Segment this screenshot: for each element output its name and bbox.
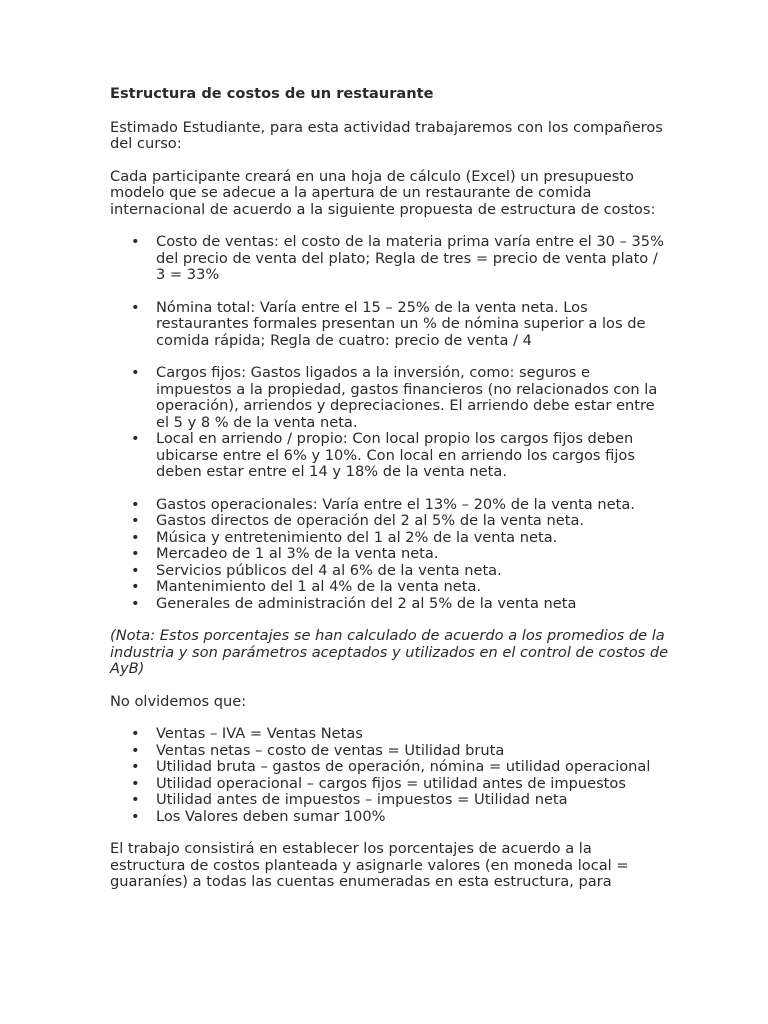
list-item bbox=[110, 563, 670, 580]
intro-paragraph: Estimado Estudiante, para esta actividad trabajaremos con los compañeros del curso: bbox=[110, 118, 663, 152]
list-item bbox=[110, 365, 670, 431]
bullet-icon: • bbox=[131, 528, 140, 546]
list-item-text: Mercadeo de 1 al 3% de la venta neta. bbox=[156, 545, 439, 562]
bullet-icon: • bbox=[131, 233, 140, 250]
cost-list-sales bbox=[110, 234, 670, 284]
bullet-icon: • bbox=[131, 791, 140, 808]
list-item-text: Mantenimiento del 1 al 4% de la venta neta. bbox=[156, 578, 482, 595]
bullet-icon: • bbox=[131, 807, 140, 825]
list-item-text: Costo de ventas: el costo de la materia prima varía entre el 30 – 35% del precio de venta del plato; Regla de tres = precio de venta plato / 3 = 33% bbox=[156, 233, 664, 283]
list-item-text: Utilidad bruta – gastos de operación, nómina = utilidad operacional bbox=[156, 758, 651, 775]
list-item-text: Cargos fijos: Gastos ligados a la inversión, como: seguros e impuestos a la propiedad, gastos financieros (no relacionados con la operación), arriendos y depreciaciones. El arriendo debe estar entre el 5 y 8 % de la venta neta. bbox=[156, 364, 658, 431]
list-item-text: Generales de administración del 2 al 5% de la venta neta bbox=[156, 594, 577, 612]
cost-list-operational bbox=[110, 497, 670, 613]
bullet-icon: • bbox=[131, 561, 140, 579]
list-item-text: Utilidad antes de impuestos – impuestos = Utilidad neta bbox=[156, 791, 568, 808]
list-item-text: Ventas netas – costo de ventas = Utilidad bruta bbox=[156, 741, 505, 759]
bullet-icon: • bbox=[131, 594, 140, 612]
list-item-text: Gastos directos de operación del 2 al 5% de la venta neta. bbox=[156, 512, 585, 529]
instructions-paragraph: Cada participante creará en una hoja de cálculo (Excel) un presupuesto modelo que se adecue a la apertura de un restaurante de comida internacional de acuerdo a la siguiente propuesta de estructura de costos: bbox=[110, 167, 656, 218]
reminder-heading: No olvidemos que: bbox=[110, 692, 247, 710]
list-item bbox=[110, 792, 670, 809]
list-item bbox=[110, 530, 670, 547]
list-item-text: Gastos operacionales: Varía entre el 13% – 20% de la venta neta. bbox=[156, 495, 635, 513]
bullet-icon: • bbox=[131, 545, 140, 562]
bullet-icon: • bbox=[131, 298, 140, 316]
list-item bbox=[110, 776, 670, 793]
bullet-icon: • bbox=[131, 364, 140, 381]
list-item bbox=[110, 513, 670, 530]
formula-list bbox=[110, 726, 670, 825]
bullet-icon: • bbox=[131, 741, 140, 759]
bullet-icon: • bbox=[131, 578, 140, 595]
list-item bbox=[110, 726, 670, 743]
bullet-icon: • bbox=[131, 430, 140, 447]
bullet-icon: • bbox=[131, 774, 140, 792]
list-item bbox=[110, 300, 670, 350]
list-item bbox=[110, 759, 670, 776]
closing-paragraph: El trabajo consistirá en establecer los porcentajes de acuerdo a la estructura de costos planteada y asignarle valores (en moneda local = guaraníes) a todas las cuentas enumeradas en esta estructura, para bbox=[110, 840, 629, 890]
list-item-text: Local en arriendo / propio: Con local propio los cargos fijos deben ubicarse entre el 6% y 10%. Con local en arriendo los cargos fijos deben estar entre el 14 y 18% de la venta neta. bbox=[156, 430, 635, 480]
bullet-icon: • bbox=[131, 758, 140, 775]
list-item-text: Los Valores deben sumar 100% bbox=[156, 807, 386, 825]
cost-list-fixed bbox=[110, 365, 670, 481]
list-item bbox=[110, 579, 670, 596]
list-item-text: Nómina total: Varía entre el 15 – 25% de la venta neta. Los restaurantes formales presentan un % de nómina superior a los de comida rápida; Regla de cuatro: precio de venta / 4 bbox=[156, 298, 646, 349]
bullet-icon: • bbox=[131, 725, 140, 742]
list-item bbox=[110, 743, 670, 760]
list-item bbox=[110, 234, 670, 284]
list-item-text: Utilidad operacional – cargos fijos = utilidad antes de impuestos bbox=[156, 774, 626, 792]
note-paragraph: (Nota: Estos porcentajes se han calculado de acuerdo a los promedios de la industria y son parámetros aceptados y utilizados en el control de costos de AyB) bbox=[110, 627, 669, 677]
cost-list-payroll bbox=[110, 300, 670, 350]
list-item bbox=[110, 431, 670, 481]
list-item bbox=[110, 546, 670, 563]
list-item-text: Servicios públicos del 4 al 6% de la venta neta. bbox=[156, 561, 502, 579]
list-item bbox=[110, 809, 670, 826]
list-item-text: Ventas – IVA = Ventas Netas bbox=[156, 725, 363, 742]
bullet-icon: • bbox=[131, 512, 140, 529]
list-item-text: Música y entretenimiento del 1 al 2% de la venta neta. bbox=[156, 528, 558, 546]
document-title: Estructura de costos de un restaurante bbox=[110, 85, 434, 102]
bullet-icon: • bbox=[131, 495, 140, 513]
list-item bbox=[110, 497, 670, 514]
list-item bbox=[110, 596, 670, 613]
document-page bbox=[110, 86, 670, 907]
